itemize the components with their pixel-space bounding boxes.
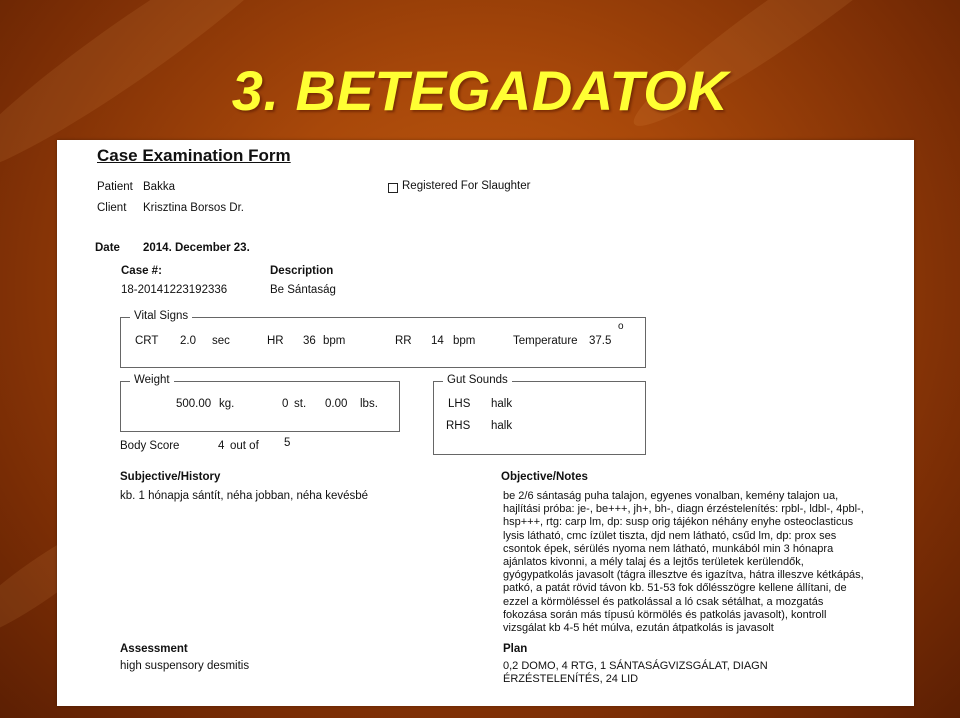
case-label: Case #: [121,265,162,277]
degree-symbol: o [618,321,624,332]
objective-line: patkó, a patát rövid távon kb. 51-53 fok dőlésszögre kellene állítani, de [503,582,847,595]
body-score-out-of: out of [230,440,259,452]
crt-value: 2.0 [180,335,196,347]
patient-value: Bakka [143,181,175,193]
body-score-max: 5 [284,437,291,449]
hr-label: HR [267,335,284,347]
objective-line: vizsgálat kb 4-5 hét múlva, ezután átpatkolás is javasolt [503,622,774,635]
temperature-value: 37.5 [589,335,612,347]
patient-label: Patient [97,181,133,193]
crt-unit: sec [212,335,230,347]
objective-line: ajánlatos kivonni, a mély talaj és a lejtős területek kerülendők, [503,556,804,569]
gut-sounds-box [433,381,646,455]
slaughter-label: Registered For Slaughter [402,180,531,192]
hr-value: 36 [303,335,316,347]
rr-label: RR [395,335,412,347]
weight-legend: Weight [130,374,174,386]
rhs-label: RHS [446,420,471,432]
case-value: 18-20141223192336 [121,284,228,296]
objective-line: fokozása során más típusú körmölés és patkolás javasolt), kontroll [503,608,827,621]
assessment-heading: Assessment [120,643,188,655]
weight-kg-unit: kg. [219,398,235,410]
description-value: Be Sántaság [270,284,336,296]
plan-line: 0,2 DOMO, 4 RTG, 1 SÁNTASÁGVIZSGÁLAT, DIAGN [503,660,768,672]
crt-label: CRT [135,335,159,347]
subjective-heading: Subjective/History [120,471,221,483]
objective-line: lysis látható, cmc ízület tiszta, djd nem látható, csűd lm, dp: prox ses [503,529,837,542]
rhs-value: halk [491,420,513,432]
client-value: Krisztina Borsos Dr. [143,202,244,214]
vital-signs-legend: Vital Signs [130,310,192,322]
description-label: Description [270,265,334,277]
slide-title: 3. BETEGADATOK [231,59,729,122]
rr-unit: bpm [453,335,476,347]
date-label: Date [95,242,120,254]
date-value: 2014. December 23. [143,242,250,254]
plan-text [503,660,903,686]
weight-lbs-value: 0.00 [325,398,348,410]
lhs-label: LHS [448,398,471,410]
objective-heading: Objective/Notes [501,471,588,483]
subjective-text: kb. 1 hónapja sántít, néha jobban, néha kevésbé [120,490,369,502]
objective-line: csontok épek, sérülés nyoma nem látható, munkából min 3 hónapra [503,542,834,555]
body-score-label: Body Score [120,440,180,452]
lhs-value: halk [491,398,513,410]
plan-line: ÉRZÉSTELENÍTÉS, 24 LID [503,673,639,686]
client-label: Client [97,202,127,214]
weight-box [120,381,400,432]
objective-line: gyógypatkolás javasolt (tágra illesztve és igazítva, hátra illeszve kétkápás, [503,569,864,582]
rr-value: 14 [431,335,444,347]
objective-line: ezzel a körmöléssel és patkolással a ló csak sétálhat, a mozgatás [503,595,824,608]
objective-line: be 2/6 sántaság puha talajon, egyenes vonalban, kemény talajon ua, [503,490,839,502]
weight-lbs-unit: lbs. [360,398,378,410]
plan-heading: Plan [503,643,528,655]
assessment-text: high suspensory desmitis [120,660,250,672]
form-title: Case Examination Form [97,146,291,165]
gut-sounds-legend: Gut Sounds [443,374,512,386]
weight-kg-value: 500.00 [176,398,212,410]
temperature-label: Temperature [513,335,578,347]
objective-line: hajlítási próba: je-, be+++, jh+, bh-, diagn érzéstelenítés: rpbl-, ldbl-, 4pbl-, [503,503,864,516]
weight-st-unit: st. [294,398,307,410]
body-score-value: 4 [218,440,225,452]
case-examination-form [57,140,914,706]
objective-line: hsp+++, rtg: carp lm, dp: susp orig tájékon néhány enyhe osteoclasticus [503,516,854,529]
slaughter-checkbox[interactable] [388,183,398,193]
hr-unit: bpm [323,335,346,347]
weight-st-value: 0 [282,398,289,410]
objective-notes [503,490,903,635]
